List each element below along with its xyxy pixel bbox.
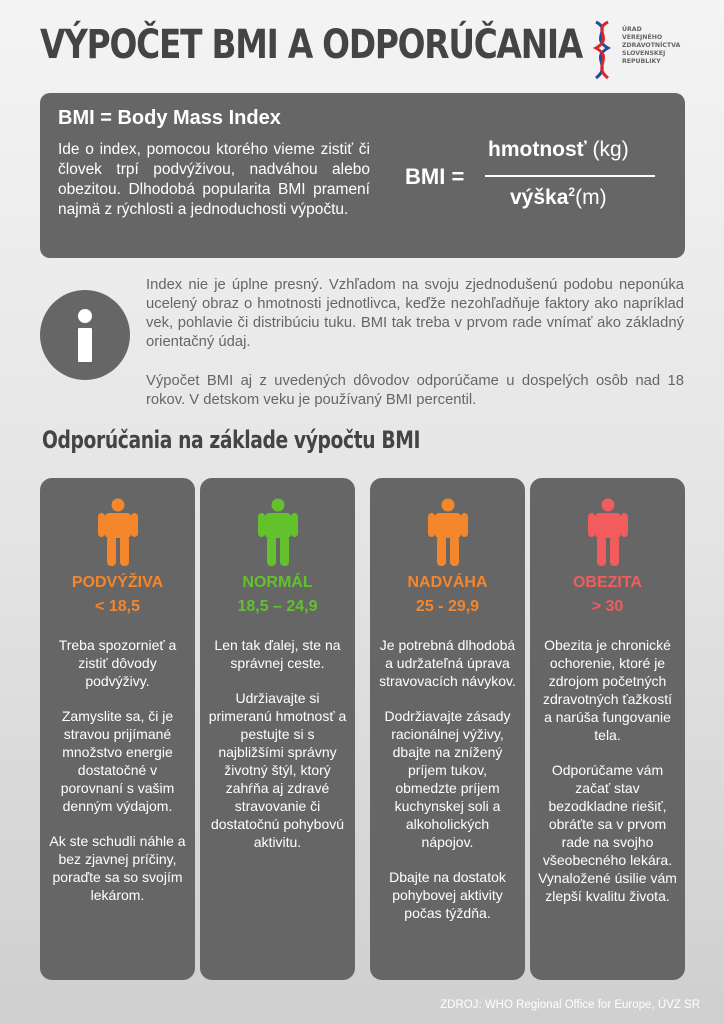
card-underweight (40, 478, 195, 980)
card-paragraph: Ak ste schudli náhle a bez zjavnej príčiny, poraďte sa so svojím lekárom. (49, 833, 186, 903)
info-icon (40, 290, 130, 380)
category-label: OBEZITA (572, 574, 643, 591)
formula-lhs: BMI = (405, 164, 465, 189)
fraction-line (485, 175, 655, 177)
card-paragraph: Je potrebná dlhodobá a udržateľná úprava stravovacích návykov. (379, 637, 516, 689)
card-paragraph: Udržiavajte si primeranú hmotnosť a pestujte si s najbližšími správny životný štýl, ktorý zahŕňa aj zdravé stravovanie či dostatočnú pohybovú aktivitu. (208, 690, 347, 850)
card-normal (200, 478, 355, 980)
card-text (378, 636, 517, 939)
page-title: VÝPOČET BMI A ODPORÚČANIA (40, 22, 583, 68)
person-icon (94, 498, 142, 566)
formula-denominator: výška$^2$(m) (510, 185, 607, 209)
card-paragraph: Zamyslite sa, či je stravou prijímané množstvo energie dostatočné v porovnaní s vašim denným výdajom. (60, 708, 175, 814)
card-paragraph: Obezita je chronické ochorenie, ktoré je zdrojom početných zdravotných ťažkostí a narúša fungovanie tela. (543, 637, 672, 743)
card-paragraph: Treba spozornieť a zistiť dôvody podvýživy. (58, 637, 177, 689)
bmi-description: Ide o index, pomocou ktorého vieme zistiť či človek trpí podvýživou, nadváhou alebo obezitou. Dlhodobá popularita BMI pramení najmä z rýchlosti a jednoduchosti výpočtu. (58, 141, 370, 218)
info-paragraph-1: Index nie je úplne presný. Vzhľadom na svoju zjednodušenú podobu neponúka ucelený obraz o hmotnosti jednotlivca, keďže nezohľadňuje faktory ako napríklad vek, pohlavie či distribúciu tuku. BMI tak treba v prvom rade vnímať ako základný orientačný údaj. (146, 277, 684, 350)
person-icon (584, 498, 632, 566)
card-text (208, 636, 347, 868)
logo-text: ÚRAD VEREJNÉHO ZDRAVOTNÍCTVA SLOVENSKEJ REPUBLIKY (622, 26, 681, 65)
card-text (538, 636, 677, 922)
bmi-definition-box (40, 93, 685, 258)
info-paragraph-2: Výpočet BMI aj z uvedených dôvodov odporúčame u dospelých osôb nad 18 rokov. V detskom veku je používaný BMI percentil. (146, 373, 684, 408)
category-label: PODVÝŽIVA (71, 574, 164, 591)
category-label: NADVÁHA (407, 574, 488, 591)
recommendations-title: Odporúčania na základe výpočtu BMI (42, 426, 421, 454)
card-obesity (530, 478, 685, 980)
category-label: NORMÁL (242, 574, 313, 591)
card-overweight (370, 478, 525, 980)
bmi-range: < 18,5 (95, 598, 140, 615)
card-paragraph: Len tak ďalej, ste na správnej ceste. (214, 637, 341, 671)
bmi-range: 25 - 29,9 (415, 598, 480, 615)
source-note: ZDROJ: WHO Regional Office for Europe, ÚVZ SR (440, 999, 700, 1011)
bmi-title: BMI = Body Mass Index (58, 107, 281, 129)
person-icon (424, 498, 472, 566)
bmi-range: 18,5 – 24,9 (237, 598, 318, 615)
helix-logo-icon (586, 20, 618, 82)
card-paragraph: Dodržiavajte zásady racionálnej výživy, dbajte na znížený príjem tukov, obmedzte príjem kuchynskej soli a alkoholických nápojov. (384, 708, 511, 850)
card-paragraph: Dbajte na dostatok pohybovej aktivity počas týždňa. (389, 869, 506, 921)
card-paragraph: Odporúčame vám začať stav bezodkladne riešiť, obráťte sa v prvom rade na svojho všeobecného lekára. Vynaložené úsilie vám zlepší kvalitu života. (538, 762, 677, 904)
uvz-logo (586, 20, 706, 82)
card-text (48, 636, 187, 921)
person-icon (254, 498, 302, 566)
bmi-range: > 30 (591, 598, 624, 615)
formula-numerator: hmotnosť (kg) (488, 138, 629, 161)
